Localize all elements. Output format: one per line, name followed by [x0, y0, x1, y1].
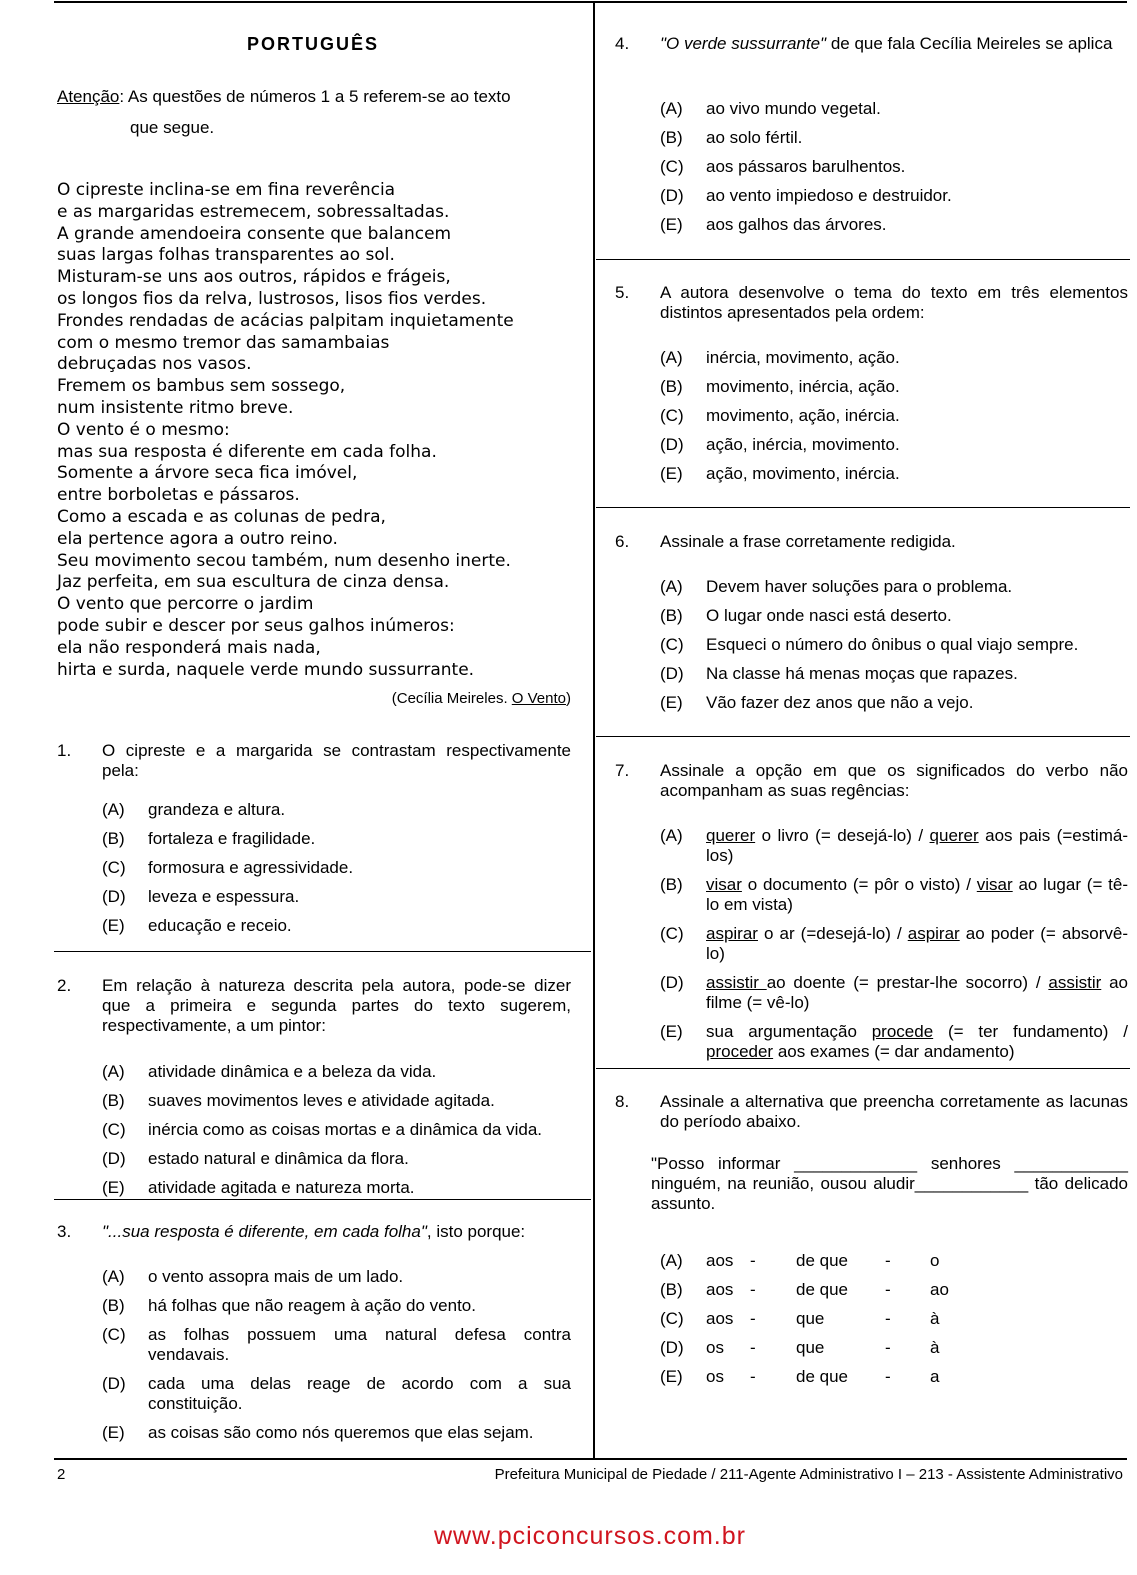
- poem-line: num insistente ritmo breve.: [57, 397, 294, 418]
- attention-label: Atenção: [57, 87, 120, 106]
- option-letter: (A): [660, 1251, 683, 1270]
- option-letter: (E): [102, 916, 125, 935]
- option-text: ação, inércia, movimento.: [706, 435, 900, 454]
- option-text: O lugar onde nasci está deserto.: [706, 606, 952, 625]
- q7-separator: [596, 1068, 1130, 1069]
- poem-line: O vento que percorre o jardim: [57, 594, 314, 615]
- option-letter: (B): [102, 1296, 125, 1315]
- underlined-verb: visar: [706, 875, 742, 894]
- option-text: aos galhos das árvores.: [706, 215, 887, 234]
- option-b: que: [796, 1309, 825, 1328]
- poem-line: ela não responderá mais nada,: [57, 637, 321, 658]
- option-text: grandeza e altura.: [148, 800, 286, 819]
- underlined-verb: proceder: [706, 1042, 774, 1061]
- q7-text: Assinale a opção em que os significados do verbo não acompanham as suas regências:: [660, 761, 1128, 800]
- poem-line: Frondes rendadas de acácias palpitam inquietamente: [57, 310, 514, 331]
- q6-option: [660, 664, 1128, 693]
- option-text: leveza e espessura.: [148, 887, 300, 906]
- option-letter: (E): [660, 464, 683, 483]
- option-letter: (D): [660, 435, 684, 454]
- q1-option: [102, 858, 571, 887]
- poem-line: Misturam-se uns aos outros, rápidos e frágeis,: [57, 267, 451, 288]
- q5-number: 5.: [615, 283, 630, 302]
- q7-option: [660, 875, 1128, 924]
- option-text: aos pássaros barulhentos.: [706, 157, 906, 176]
- q5-option: [660, 435, 1128, 464]
- q3-option: [102, 1374, 571, 1423]
- q3-option: [102, 1423, 571, 1452]
- option-letter: (A): [102, 1267, 125, 1286]
- option-b: que: [796, 1338, 825, 1357]
- q2-option: [102, 1120, 571, 1149]
- bottom-rule: [54, 1458, 1127, 1460]
- underlined-verb: assistir: [706, 973, 767, 992]
- q2-text: Em relação à natureza descrita pela autora, pode-se dizer que a primeira e segunda partes do texto sugerem, respectivamente, a um pintor:: [102, 976, 571, 1035]
- q6-option: [660, 635, 1128, 664]
- option-text: ao vento impiedoso e destruidor.: [706, 186, 952, 205]
- q5-option: [660, 406, 1128, 435]
- q8-option: [660, 1251, 1128, 1280]
- q8-option: [660, 1280, 1128, 1309]
- option-dash: -: [750, 1367, 756, 1386]
- option-letter: (E): [660, 215, 683, 234]
- q1-options: [102, 800, 571, 945]
- option-letter: (C): [660, 1309, 684, 1328]
- option-dash: -: [885, 1251, 891, 1270]
- option-b: de que: [796, 1280, 848, 1299]
- q4-separator: [596, 259, 1130, 260]
- q2-option: [102, 1149, 571, 1178]
- option-text: Vão fazer dez anos que não a vejo.: [706, 693, 974, 712]
- poem-line: Somente a árvore seca fica imóvel,: [57, 463, 358, 484]
- option-text: suaves movimentos leves e atividade agitada.: [148, 1091, 495, 1110]
- poem-line: pode subir e descer por seus galhos inúmeros:: [57, 615, 455, 636]
- option-text: inércia como as coisas mortas e a dinâmica da vida.: [148, 1120, 543, 1139]
- option-letter: (A): [660, 577, 683, 596]
- option-text: sua argumentação procede (= ter fundamento) / proceder aos exames (= dar andamento): [706, 1022, 1128, 1061]
- q4-options: [660, 99, 1128, 244]
- q6-number: 6.: [615, 532, 630, 551]
- q3-options: [102, 1267, 571, 1452]
- option-letter: (C): [660, 635, 684, 654]
- poem-line: com o mesmo tremor das samambaias: [57, 332, 390, 353]
- option-text: estado natural e dinâmica da flora.: [148, 1149, 409, 1168]
- option-text: formosura e agressividade.: [148, 858, 354, 877]
- q8-option: [660, 1338, 1128, 1367]
- option-a: os: [706, 1338, 724, 1357]
- option-text: movimento, ação, inércia.: [706, 406, 900, 425]
- q2-options: [102, 1062, 571, 1207]
- q1-option: [102, 800, 571, 829]
- poem-line: debruçadas nos vasos.: [57, 354, 252, 375]
- option-letter: (D): [660, 973, 684, 992]
- option-text: ação, movimento, inércia.: [706, 464, 900, 483]
- page-number: 2: [57, 1466, 66, 1483]
- q6-option: [660, 577, 1128, 606]
- option-letter: (A): [660, 826, 683, 845]
- option-letter: (B): [102, 1091, 125, 1110]
- option-dash: -: [750, 1309, 756, 1328]
- q1-text: O cipreste e a margarida se contrastam respectivamente pela:: [102, 741, 571, 780]
- poem-line: mas sua resposta é diferente em cada folha.: [57, 441, 437, 462]
- option-letter: (B): [660, 1280, 683, 1299]
- option-c: ao: [930, 1280, 949, 1299]
- q6-options: [660, 577, 1128, 722]
- option-b: de que: [796, 1367, 848, 1386]
- option-letter: (D): [102, 1374, 126, 1393]
- poem-line: e as margaridas estremecem, sobressaltadas.: [57, 201, 450, 222]
- option-text: há folhas que não reagem à ação do vento.: [148, 1296, 476, 1315]
- section-title: PORTUGUÊS: [246, 34, 379, 54]
- option-text: movimento, inércia, ação.: [706, 377, 900, 396]
- option-letter: (E): [102, 1178, 125, 1197]
- option-letter: (C): [660, 157, 684, 176]
- q6-option: [660, 606, 1128, 635]
- option-letter: (A): [102, 800, 125, 819]
- option-a: aos: [706, 1251, 734, 1270]
- q6-separator: [596, 736, 1130, 737]
- option-text: o vento assopra mais de um lado.: [148, 1267, 404, 1286]
- q1-separator: [54, 951, 591, 952]
- q8-number: 8.: [615, 1092, 630, 1111]
- q8-option: [660, 1309, 1128, 1338]
- underlined-verb: assistir: [1048, 973, 1102, 992]
- underlined-verb: aspirar: [706, 924, 758, 943]
- option-text: atividade dinâmica e a beleza da vida.: [148, 1062, 437, 1081]
- poem-source-title: O Vento: [511, 690, 566, 707]
- option-text: as folhas possuem uma natural defesa contra vendavais.: [148, 1325, 571, 1364]
- q3-quote: "...sua resposta é diferente, em cada folha": [102, 1222, 427, 1241]
- q2-option: [102, 1091, 571, 1120]
- poem-line: suas largas folhas transparentes ao sol.: [57, 245, 395, 266]
- q3-option: [102, 1296, 571, 1325]
- q4-option: [660, 128, 1128, 157]
- q2-separator: [54, 1199, 591, 1200]
- q2-number: 2.: [57, 976, 72, 995]
- q8-text: Assinale a alternativa que preencha corretamente as lacunas do período abaixo.: [660, 1092, 1128, 1131]
- option-a: aos: [706, 1309, 734, 1328]
- q5-separator: [596, 507, 1130, 508]
- underlined-verb: querer: [706, 826, 756, 845]
- option-letter: (D): [102, 1149, 126, 1168]
- q2-option: [102, 1178, 571, 1207]
- option-letter: (A): [660, 348, 683, 367]
- option-letter: (C): [102, 858, 126, 877]
- q4-text: "O verde sussurrante" de que fala Cecília Meireles se aplica: [660, 34, 1113, 53]
- column-divider: [593, 1, 595, 1459]
- option-letter: (D): [660, 186, 684, 205]
- option-c: a: [930, 1367, 940, 1386]
- q1-option: [102, 887, 571, 916]
- q3-number: 3.: [57, 1222, 72, 1241]
- underlined-verb: visar: [976, 875, 1013, 894]
- q3-option: [102, 1267, 571, 1296]
- option-text: Esqueci o número do ônibus o qual viajo sempre.: [706, 635, 1079, 654]
- option-letter: (B): [660, 606, 683, 625]
- option-text: ao vivo mundo vegetal.: [706, 99, 881, 118]
- option-text: atividade agitada e natureza morta.: [148, 1178, 415, 1197]
- option-a: aos: [706, 1280, 734, 1299]
- q7-options: [660, 826, 1128, 1071]
- poem-line: Jaz perfeita, em sua escultura de cinza densa.: [57, 572, 450, 593]
- underlined-verb: aspirar: [907, 924, 960, 943]
- option-dash: -: [750, 1338, 756, 1357]
- poem-line: Seu movimento secou também, num desenho inerte.: [57, 550, 511, 571]
- option-text: aspirar o ar (=desejá-lo) / aspirar ao poder (= absorvê-lo): [706, 924, 1128, 963]
- option-letter: (A): [102, 1062, 125, 1081]
- q7-option: [660, 826, 1128, 875]
- option-c: à: [930, 1309, 940, 1328]
- option-letter: (E): [660, 1022, 683, 1041]
- option-letter: (E): [660, 1367, 683, 1386]
- option-letter: (B): [102, 829, 125, 848]
- option-c: o: [930, 1251, 940, 1270]
- option-dash: -: [750, 1280, 756, 1299]
- footer-site-link[interactable]: www.pciconcursos.com.br: [434, 1522, 746, 1550]
- q5-text: A autora desenvolve o tema do texto em três elementos distintos apresentados pela ordem:: [660, 283, 1128, 322]
- q6-text: Assinale a frase corretamente redigida.: [660, 532, 956, 551]
- underlined-verb: procede: [871, 1022, 934, 1041]
- option-letter: (B): [660, 377, 683, 396]
- option-text: educação e receio.: [148, 916, 292, 935]
- q5-option: [660, 348, 1128, 377]
- q7-option: [660, 1022, 1128, 1071]
- option-text: visar o documento (= pôr o visto) / visar ao lugar (= tê-lo em vista): [706, 875, 1128, 914]
- option-letter: (C): [102, 1325, 126, 1344]
- q3-text: "...sua resposta é diferente, em cada folha", isto porque:: [102, 1222, 526, 1241]
- option-c: à: [930, 1338, 940, 1357]
- option-letter: (C): [660, 924, 684, 943]
- q4-number: 4.: [615, 34, 630, 53]
- q6-option: [660, 693, 1128, 722]
- q4-option: [660, 215, 1128, 244]
- poem-source: (Cecília Meireles. O Vento): [391, 690, 571, 707]
- option-text: as coisas são como nós queremos que elas sejam.: [148, 1423, 534, 1442]
- underlined-verb: querer: [929, 826, 979, 845]
- q4-quote: "O verde sussurrante": [660, 34, 827, 53]
- poem-line: A grande amendoeira consente que balancem: [57, 223, 452, 244]
- option-a: os: [706, 1367, 724, 1386]
- option-text: assistir ao doente (= prestar-lhe socorro) / assistir ao filme (= vê-lo): [706, 973, 1128, 1012]
- q8-sentence: "Posso informar _____________ senhores ____________ ninguém, na reunião, ousou aludir____________ tão delicado assunto.: [651, 1154, 1128, 1213]
- q5-options: [660, 348, 1128, 493]
- poem-line: hirta e surda, naquele verde mundo sussurrante.: [57, 659, 475, 680]
- q2-option: [102, 1062, 571, 1091]
- option-text: fortaleza e fragilidade.: [148, 829, 316, 848]
- q4-option: [660, 99, 1128, 128]
- option-text: Na classe há menas moças que rapazes.: [706, 664, 1018, 683]
- option-letter: (C): [102, 1120, 126, 1139]
- option-b: de que: [796, 1251, 848, 1270]
- option-text: inércia, movimento, ação.: [706, 348, 900, 367]
- option-dash: -: [750, 1251, 756, 1270]
- option-text: querer o livro (= desejá-lo) / querer aos pais (=estimá-los): [706, 826, 1128, 865]
- attention-text: : As questões de números 1 a 5 referem-se ao texto: [119, 87, 511, 106]
- option-letter: (E): [102, 1423, 125, 1442]
- attention-note: [57, 87, 571, 107]
- option-letter: (D): [102, 887, 126, 906]
- poem-line: entre borboletas e pássaros.: [57, 485, 300, 506]
- poem-line: Fremem os bambus sem sossego,: [57, 376, 346, 397]
- option-dash: -: [885, 1367, 891, 1386]
- attention-note-line2: que segue.: [130, 118, 215, 137]
- q7-option: [660, 973, 1128, 1022]
- poem-line: os longos fios da relva, lustrosos, lisos fios verdes.: [57, 288, 487, 309]
- footer-org: Prefeitura Municipal de Piedade / 211-Agente Administrativo I – 213 - Assistente Administrativo: [494, 1466, 1123, 1483]
- q5-option: [660, 377, 1128, 406]
- q4-option: [660, 186, 1128, 215]
- poem-line: ela pertence agora a outro reino.: [57, 528, 338, 549]
- option-letter: (E): [660, 693, 683, 712]
- q1-number: 1.: [57, 741, 72, 760]
- option-text: Devem haver soluções para o problema.: [706, 577, 1013, 596]
- q1-option: [102, 916, 571, 945]
- q4-option: [660, 157, 1128, 186]
- option-letter: (A): [660, 99, 683, 118]
- q3-option: [102, 1325, 571, 1374]
- poem-line: O vento é o mesmo:: [57, 419, 230, 440]
- poem-line: Como a escada e as colunas de pedra,: [57, 506, 386, 527]
- option-dash: -: [885, 1309, 891, 1328]
- q5-option: [660, 464, 1128, 493]
- q7-number: 7.: [615, 761, 630, 780]
- option-letter: (B): [660, 128, 683, 147]
- option-letter: (D): [660, 1338, 684, 1357]
- q7-option: [660, 924, 1128, 973]
- option-letter: (C): [660, 406, 684, 425]
- q1-option: [102, 829, 571, 858]
- option-dash: -: [885, 1338, 891, 1357]
- poem-text: [57, 180, 577, 681]
- poem-line: O cipreste inclina-se em fina reverência: [57, 180, 396, 200]
- option-letter: (D): [660, 664, 684, 683]
- option-text: cada uma delas reage de acordo com a sua constituição.: [148, 1374, 571, 1413]
- top-rule: [54, 1, 1127, 3]
- option-letter: (B): [660, 875, 683, 894]
- q8-option: [660, 1367, 1128, 1396]
- option-dash: -: [885, 1280, 891, 1299]
- q8-options: [660, 1251, 1128, 1396]
- option-text: ao solo fértil.: [706, 128, 803, 147]
